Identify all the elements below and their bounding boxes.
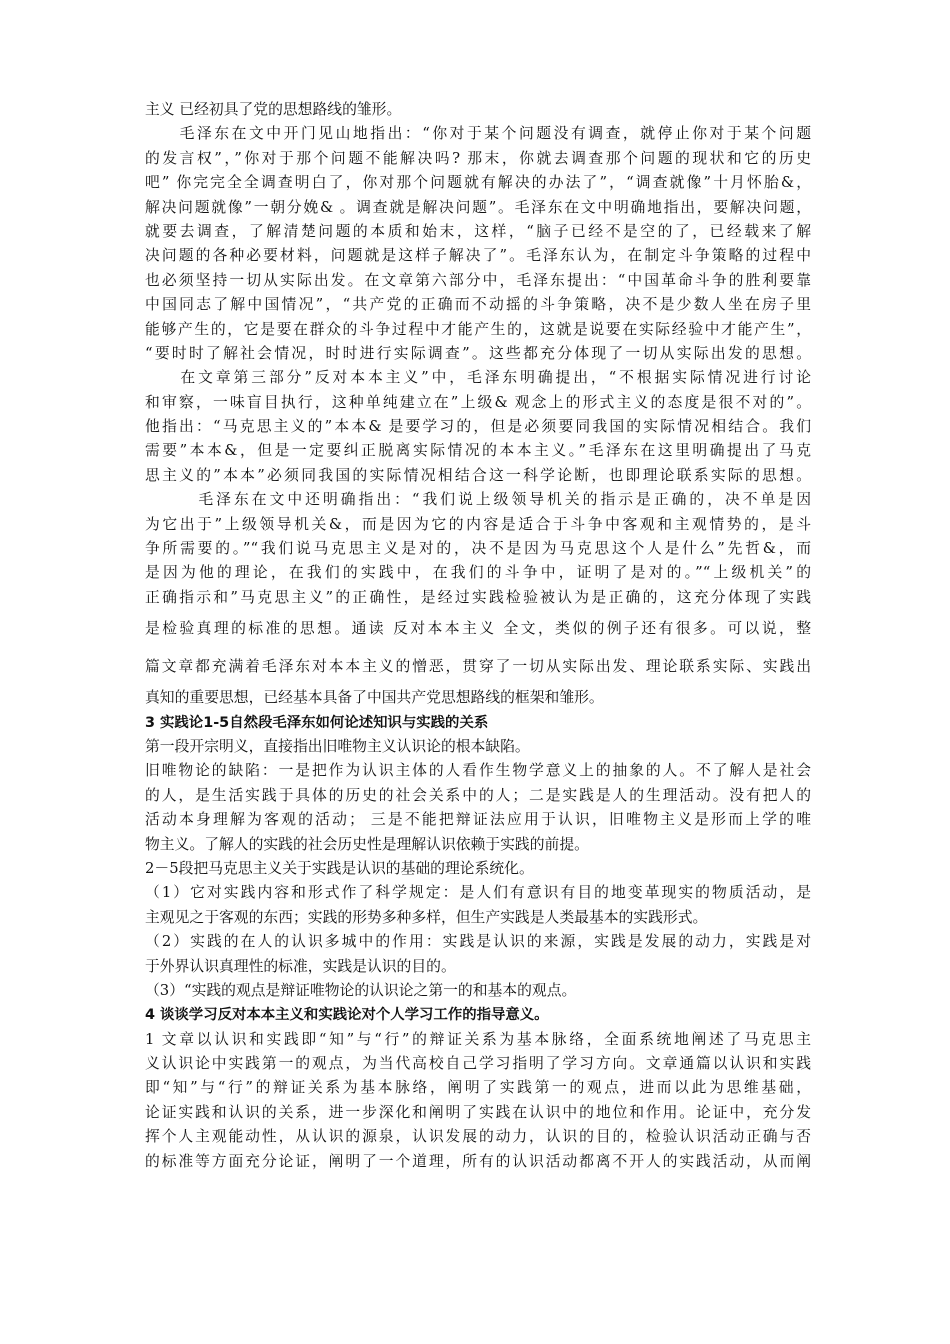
text-line: 第一段开宗明义，直接指出旧唯物主义认识论的根本缺陷。 — [145, 737, 530, 755]
text-line: 毛泽东在文中还明确指出：“我们说上级领导机关的指示是正确的，决不单是因 — [145, 491, 811, 509]
text-line: 解决问题就像”一朝分娩& 。调查就是解决问题”。毛泽东在文中明确地指出，要解决问题， — [145, 198, 811, 216]
text-line: （2）实践的在人的认识多城中的作用：实践是认识的来源，实践是发展的动力，实践是对 — [145, 933, 811, 951]
text-line: 在文章第三部分”反对本本主义”中，毛泽东明确提出，“不根据实际情况进行讨论 — [145, 369, 811, 387]
text-line: 的发言权”，”你对于那个问题不能解决吗? 那末，你就去调查那个问题的现状和它的历史 — [145, 149, 811, 167]
text-line: 和审察，一味盲目执行，这种单纯建立在”上级& 观念上的形式主义的态度是很不对的”。 — [145, 393, 811, 411]
text-line: 就要去调查，了解清楚问题的本质和始末，这样，“脑子已经不是空的了，已经载来了解 — [145, 222, 811, 240]
text-line: 也必须坚持一切从实际出发。在文章第六部分中，毛泽东提出：“中国革命斗争的胜利要靠 — [145, 271, 811, 289]
text-line: “要时时了解社会情况，时时进行实际调查”。这些都充分体现了一切从实际出发的思想。 — [145, 344, 811, 362]
text-line: 是检验真理的标准的思想。通读 反对本本主义 全文，类似的例子还有很多。可以说，整 — [145, 620, 811, 638]
text-line: （3）“实践的观点是辩证唯物论的认识论之第一的和基本的观点。 — [145, 981, 577, 999]
text-line: 旧唯物论的缺陷：一是把作为认识主体的人看作生物学意义上的抽象的人。不了解人是社会 — [145, 762, 811, 780]
text-line: 毛泽东在文中开门见山地指出：“你对于某个问题没有调查，就停止你对于某个问题 — [145, 125, 811, 143]
text-line: 篇文章都充满着毛泽东对本本主义的憎恶，贯穿了一切从实际出发、理论联系实际、实践出 — [145, 658, 811, 676]
text-line: 需要”本本&，但是一定要纠正脱离实际情况的本本主义。”毛泽东在这里明确提出了马克 — [145, 442, 811, 460]
text-line: 的人，是生活实践于具体的历史的社会关系中的人；二是实践是人的生理活动。没有把人的 — [145, 786, 811, 804]
text-line: 争所需要的。”“我们说马克思主义是对的，决不是因为马克思这个人是什么”先哲&，而 — [145, 540, 811, 558]
text-line: 正确指示和”马克思主义”的正确性，是经过实践检验被认为是正确的，这充分体现了实践 — [145, 588, 811, 606]
text-line: 挥个人主观能动性，从认识的源泉，认识发展的动力，认识的目的，检验认识活动正确与否 — [145, 1128, 811, 1146]
text-line: 是因为他的理论，在我们的实践中，在我们的斗争中，证明了是对的。”“上级机关”的 — [145, 564, 811, 582]
text-line: 主观见之于客观的东西；实践的形势多种多样，但生产实践是人类最基本的实践形式。 — [145, 908, 708, 926]
text-line: 义认识论中实践第一的观点，为当代高校自己学习指明了学习方向。文章通篇以认识和实践 — [145, 1055, 811, 1073]
section-heading: 4 谈谈学习反对本本主义和实践论对个人学习工作的指导意义。 — [145, 1007, 549, 1024]
text-line: 物主义。了解人的实践的社会历史性是理解认识依赖于实践的前提。 — [145, 835, 589, 853]
text-line: 真知的重要思想，已经基本具备了中国共产党思想路线的框架和雏形。 — [145, 689, 604, 707]
text-line: 1 文章以认识和实践即“知”与“行”的辩证关系为基本脉络，全面系统地阐述了马克思主 — [145, 1030, 811, 1048]
text-line: （1）它对实践内容和形式作了科学规定：是人们有意识有目的地变革现实的物质活动，是 — [145, 884, 811, 902]
text-line: 他指出：“马克思主义的”本本& 是要学习的，但是必须要同我国的实际情况相结合。我们 — [145, 418, 811, 436]
text-line: 论证实践和认识的关系，进一步深化和阐明了实践在认识中的地位和作用。论证中，充分发 — [145, 1103, 811, 1121]
text-line: 思主义的”本本”必须同我国的实际情况相结合这一科学论断，也即理论联系实际的思想。 — [145, 466, 811, 484]
text-line: 于外界认识真理性的标准，实践是认识的目的。 — [145, 957, 456, 975]
text-line: 的标准等方面充分论证，阐明了一个道理，所有的认识活动都离不开人的实践活动，从而阐 — [145, 1152, 811, 1170]
text-line: 为它出于”上级领导机关&，而是因为它的内容是适合于斗争中客观和主观情势的，是斗 — [145, 515, 811, 533]
text-line: 中国同志了解中国情况”，“共产党的正确而不动摇的斗争策略，决不是少数人坐在房子里 — [145, 296, 811, 314]
text-line: 2－5段把马克思主义关于实践是认识的基础的理论系统化。 — [145, 859, 534, 877]
text-line: 决问题的各种必要材料，问题就是这样子解决了”。毛泽东认为，在制定斗争策略的过程中 — [145, 247, 811, 265]
text-column — [145, 98, 811, 1174]
text-line: 即“知”与“行”的辩证关系为基本脉络，阐明了实践第一的观点，进而以此为思维基础， — [145, 1079, 811, 1097]
text-line: 能够产生的，它是要在群众的斗争过程中才能产生的，这就是说要在实际经验中才能产生”， — [145, 320, 811, 338]
text-line: 主义 已经初具了党的思想路线的雏形。 — [145, 101, 402, 118]
text-line: 活动本身理解为客观的活动； 三是不能把辩证法应用于认识，旧唯物主义是形而上学的唯 — [145, 811, 811, 829]
section-heading: 3 实践论1-5自然段毛泽东如何论述知识与实践的关系 — [145, 714, 489, 731]
text-line: 吧” 你完完全全调查明白了，你对那个问题就有解决的办法了”，“调查就像”十月怀胎&， — [145, 174, 811, 192]
